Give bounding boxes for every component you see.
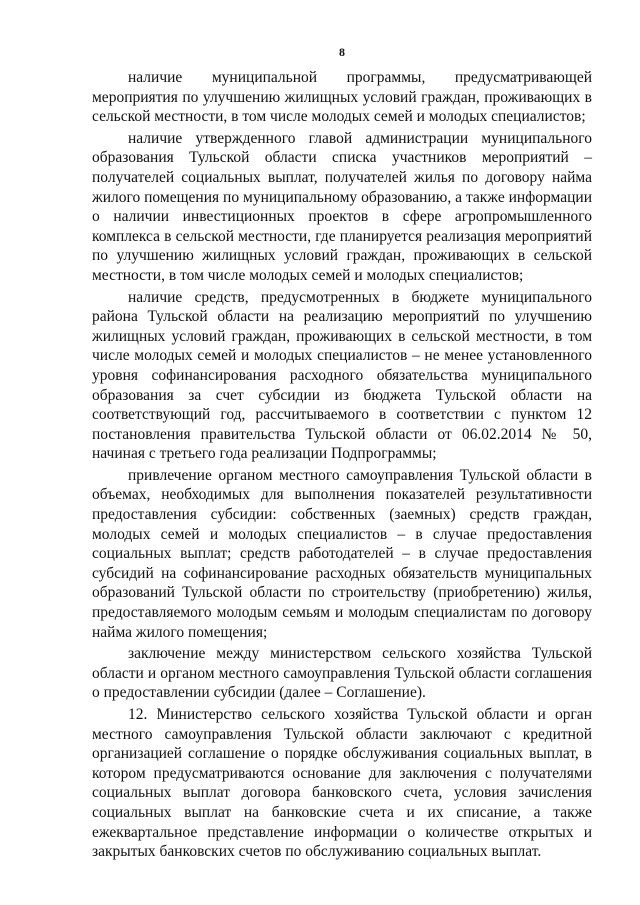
paragraph-municipal-program: наличие муниципальной программы, предусматривающей мероприятия по улучшению жилищных условий граждан, проживающих в сельской местности, в том числе молодых семей и молодых специалистов; (92, 69, 592, 126)
paragraph-clause-12: 12. Министерство сельского хозяйства Тульской области и орган местного самоуправления Тульской области заключают с кредитной организацией соглашение о порядке обслуживания социальных выплат, в котором предусматриваются основание для заключения с получателями социальных выплат договора банковского счета, условия зачисления социальных выплат на банковские счета и их списание, а также ежеквартальное представление информации о количестве открытых и закрытых банковских счетов по обслуживанию социальных выплат. (92, 706, 592, 861)
paragraph-budget-funds: наличие средств, предусмотренных в бюджете муниципального района Тульской области на реализацию мероприятий по улучшению жилищных условий граждан, проживающих в сельской местности, в том числе молодых семей и молодых специалистов – не менее установленного уровня софинансирования расходного обязательства муниципального образования за счет субсидии из бюджета Тульской области на соответствующий год, рассчитываемого в соответствии с пунктом 12 постановления правительства Тульской области от 06.02.2014 № 50, начиная с третьего года реализации Подпрограммы; (92, 288, 592, 463)
paragraph-agreement: заключение между министерством сельского хозяйства Тульской области и органом местного самоуправления Тульской области соглашения о предоставлении субсидии (далее – Соглашение). (92, 645, 592, 702)
paragraph-attracted-funds: привлечение органом местного самоуправления Тульской области в объемах, необходимых для выполнения показателей результативности предоставления субсидии: собственных (заемных) средств граждан, молодых семей и молодых специалистов – в случае предоставления социальных выплат; средств работодателей – в случае предоставления субсидий на софинансирование расходных обязательств муниципальных образований Тульской области по строительству (приобретению) жилья, предоставляемого молодым семьям и молодым специалистам по договору найма жилого помещения; (92, 466, 592, 641)
page-number: 8 (339, 45, 345, 59)
paragraph-participants-list: наличие утвержденного главой администрации муниципального образования Тульской области списка участников мероприятий – получателей социальных выплат, получателей жилья по договору найма жилого помещения по муниципальному образованию, а также информации о наличии инвестиционных проектов в сфере агропромышленного комплекса в сельской местности, где планируется реализация мероприятий по улучшению жилищных условий граждан, проживающих в сельской местности, в том числе молодых семей и молодых специалистов; (92, 129, 592, 284)
